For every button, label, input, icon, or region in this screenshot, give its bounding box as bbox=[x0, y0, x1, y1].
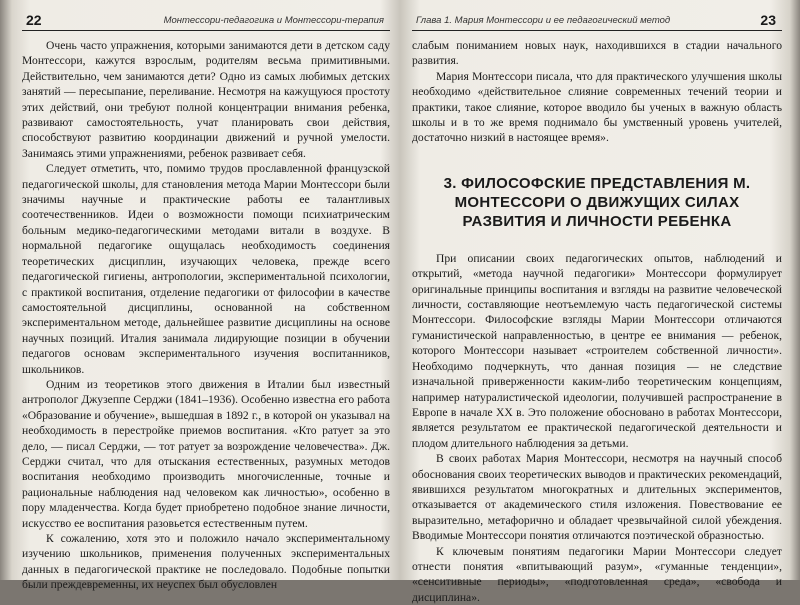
right-paragraph-before-heading: Мария Монтессори писала, что для практического улучшения школы необходимо «действительное слияние современных течений теории и практики, такое слияние, которое вводило бы ученых в важную область школы и в то же время поднимало бы умственный уровень учителей, достаточно низкий в настоящее время». bbox=[412, 69, 782, 145]
right-running-header bbox=[412, 12, 782, 31]
left-paragraph-4: К сожалению, хотя это и положило начало экспериментальному изучению школьников, применения полученных экспериментальных данных в педагогической практике не последовало. Подобные попытки были преждевременны, их неуспех был обусловлен bbox=[22, 532, 390, 592]
right-running-head-title: Глава 1. Мария Монтессори и ее педагогический метод bbox=[416, 15, 671, 26]
section-heading: 3. ФИЛОСОФСКИЕ ПРЕДСТАВЛЕНИЯ М. МОНТЕССОРИ О ДВИЖУЩИХ СИЛАХ РАЗВИТИЯ И ЛИЧНОСТИ РЕБЕНКА bbox=[443, 174, 751, 230]
right-paragraph-1: При описании своих педагогических опытов, наблюдений и открытий, «метода научной педагогики» Монтессори формулирует оригинальные принципы воспитания и взгляды на развитие человеческой личности, составляющие неотъемлемую часть педагогической системы Монтессори. Философские взгляды Марии Монтессори отличаются гуманистической направленностью, в центре ее внимания — ребенок, которого Монтессори называет «строителем собственной личности». Необходимо подчеркнуть, что данная позиция — не следствие изначальной приверженности каким-либо теоретическим концепциям, например натуралистической идеологии, получившей распространение в Европе в начале XX в. Это положение обосновано в работах Монтессори, является результатом ее практической педагогической деятельности и плодом длительного наблюдения за детьми. bbox=[412, 251, 782, 450]
right-paragraph-2: В своих работах Мария Монтессори, несмотря на научный способ обоснования своих теоретических выводов и практических рекомендаций, явившихся результатом многократных и длительных экспериментов, отказывается от академического стиля изложения. Повествование ее выразительно, метафорично и обладает чрезвычайной силой убеждения. Вводимые Монтессори понятия отличаются поэтической образностью. bbox=[412, 452, 782, 543]
left-page bbox=[22, 0, 390, 592]
right-opening-paragraph: слабым пониманием новых наук, находившихся в стадии начального развития. bbox=[412, 39, 782, 68]
right-page bbox=[412, 0, 782, 604]
left-paragraph-2: Следует отметить, что, помимо трудов прославленной французской педагогической школы, для становления метода Марии Монтессори были значимы научные и практические работы ее талантливых соотечественников. Идеи о возможности помощи психиатрическим больным медико-педагогическими методами витали в воздухе. В нормальной педагогике ощущалась необходимость соединения теоретических дисциплин, изучающих человека, прежде всего педагогической гигиены, антропологии, экспериментальной психологии, с практикой воспитания, отделение педагогики от философии в качестве самостоятельной дисциплины, основанной на собственном экспериментальном методе, дальнейшее развитие дисциплины на основе научных позиций. Италия занимала лидирующие позиции в обучении педагогов основам экспериментального изучения воспитанников, школьников. bbox=[22, 162, 390, 376]
left-paragraph-3: Одним из теоретиков этого движения в Италии был известный антрополог Джузеппе Серджи (1841–1936). Особенно известна его работа «Образование и обучение», вышедшая в 1892 г., в которой он указывал на необходимость в перестройке приемов воспитания. «Кто ратует за это дело, — писал Серджи, — тот ратует за возрождение человечества». Дж. Серджи считал, что для отыскания естественных, разумных методов воспитания необходимо производить многочисленные, точные и рациональные наблюдения над человеком как личностью», особенно в пору младенчества. Когда будет приобретено подобное знание личности, искусство ее воспитания разовьется естественным путем. bbox=[22, 377, 390, 530]
left-running-head-title: Монтессори-педагогика и Монтессори-терапия bbox=[163, 15, 384, 26]
left-paragraph-1: Очень часто упражнения, которыми занимаются дети в детском саду Монтессори, кажутся взрослым, родителям весьма примитивными. Действительно, чем занимаются дети? Одно из самых любимых детских занятий — пересыпание, переливание. Несмотря на кажущуюся простоту этих действий, они требуют полной концентрации внимания ребенка, развивают самостоятельность, учат планировать свои действия, способствуют развитию координации движений и ручной умелости. Занимаясь этими упражнениями, ребенок развивает себя. bbox=[22, 39, 390, 160]
right-page-body bbox=[412, 38, 782, 604]
right-page-number: 23 bbox=[760, 12, 776, 28]
left-running-header bbox=[22, 12, 390, 31]
left-page-number: 22 bbox=[26, 12, 42, 28]
left-page-body bbox=[22, 38, 390, 592]
right-paragraph-3: К ключевым понятиям педагогики Марии Монтессори следует отнести понятия «впитывающий разум», «гуманные тенденции», «сенситивные периоды», «подготовленная среда», «свобода и дисциплина». bbox=[412, 544, 782, 604]
